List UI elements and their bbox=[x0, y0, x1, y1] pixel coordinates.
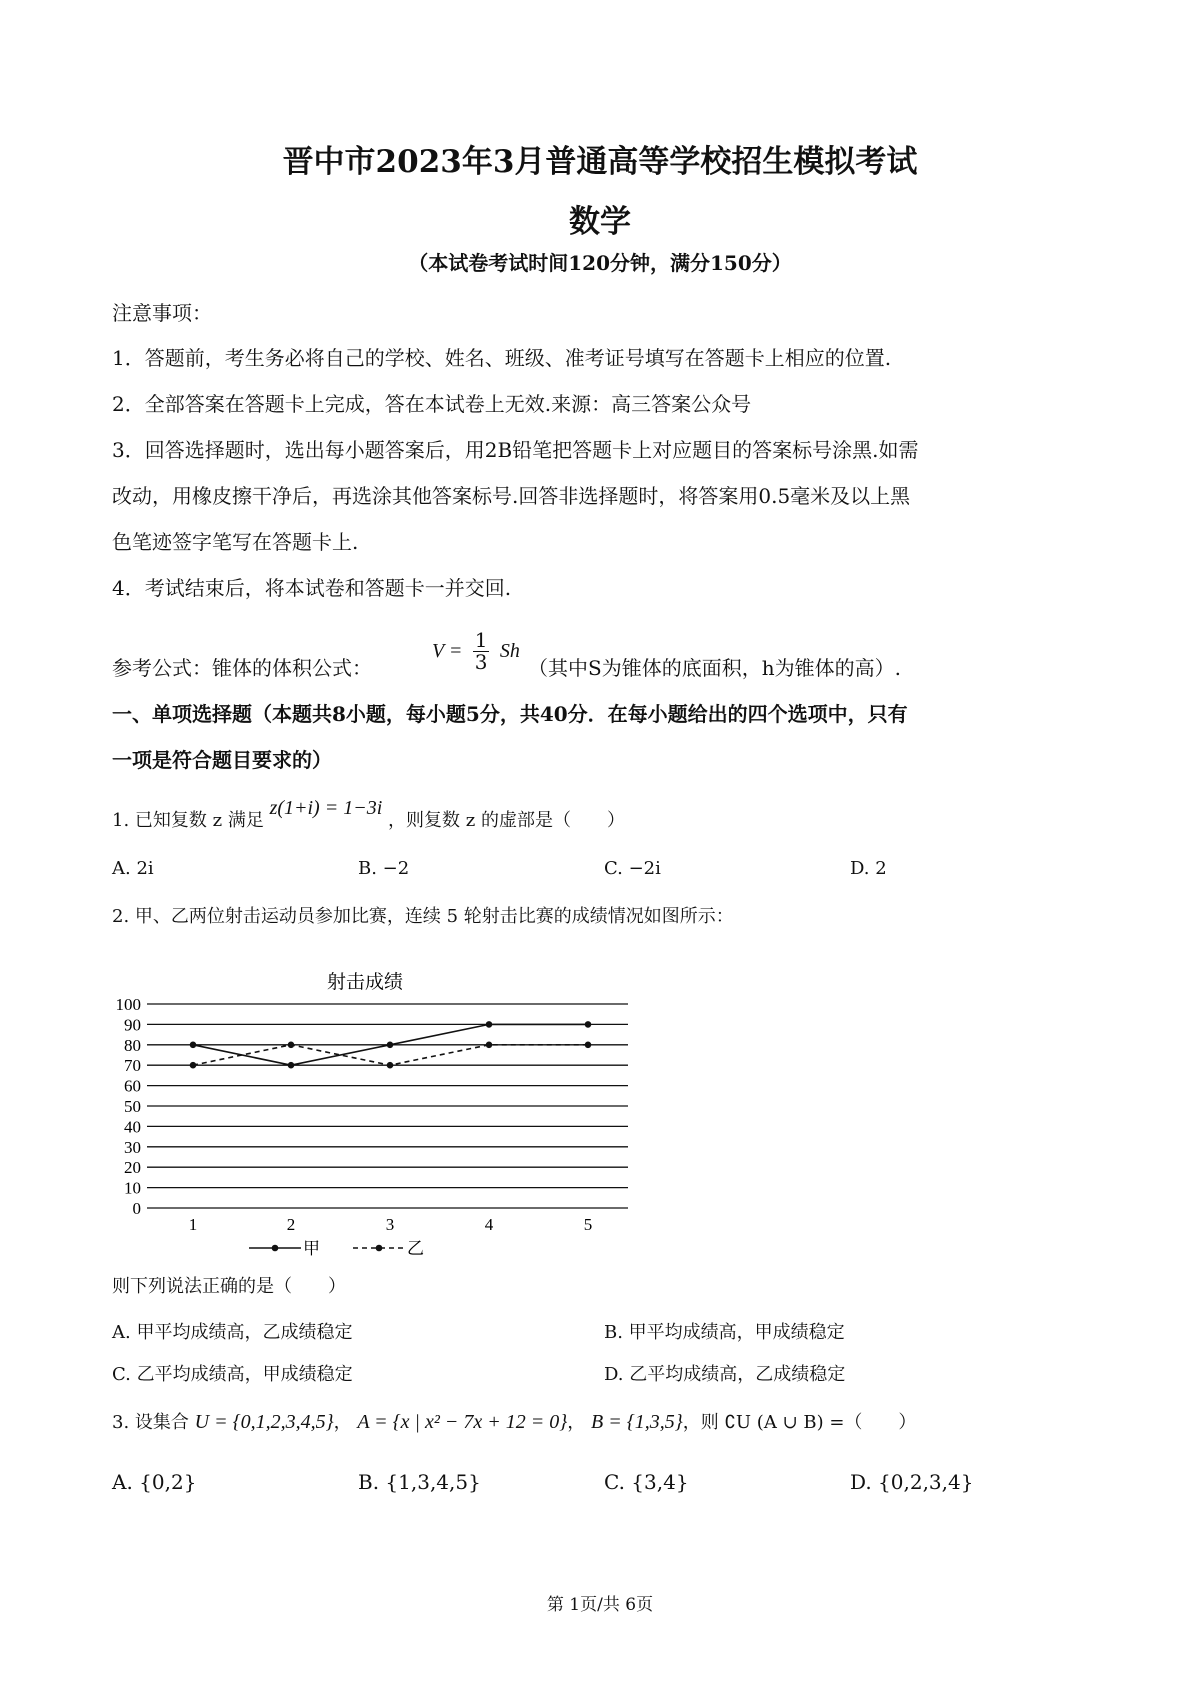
page-footer: 第 1页/共 6页 bbox=[546, 1595, 654, 1615]
notice-item: 1．答题前，考生务必将自己的学校、姓名、班级、准考证号填写在答题卡上相应的位置. bbox=[112, 346, 892, 370]
q1-option-a: A. 2i bbox=[112, 858, 154, 879]
q2-option-a: A. 甲平均成绩高，乙成绩稳定 bbox=[112, 1322, 353, 1343]
q2-option-b: B. 甲平均成绩高，甲成绩稳定 bbox=[604, 1322, 845, 1343]
notice-heading: 注意事项： bbox=[112, 301, 212, 325]
legend-label-甲: 甲 bbox=[303, 1239, 320, 1258]
formula-rhs: Sh bbox=[499, 640, 520, 662]
formula-lhs: V = bbox=[432, 640, 463, 662]
notice-item: 4．考试结束后，将本试卷和答题卡一并交回. bbox=[112, 576, 512, 600]
data-point-甲 bbox=[387, 1042, 394, 1049]
q3-ask: ，则 ∁U (A ∪ B) =（ ） bbox=[682, 1412, 917, 1433]
q3-option-a: A. {0,2} bbox=[112, 1470, 197, 1494]
legend-marker-乙 bbox=[376, 1245, 383, 1252]
q2-prompt: 则下列说法正确的是（ ） bbox=[112, 1276, 346, 1297]
formula-line bbox=[112, 652, 372, 681]
exam-title: 晋中市2023年3月普通高等学校招生模拟考试 bbox=[282, 144, 918, 180]
notice-item: 改动，用橡皮擦干净后，再选涂其他答案标号.回答非选择题时，将答案用0.5毫米及以上黑 bbox=[112, 484, 911, 508]
y-tick-label: 60 bbox=[124, 1076, 141, 1096]
question-3 bbox=[112, 1408, 916, 1434]
section-heading: 一、单项选择题（本题共8小题，每小题5分，共40分．在每小题给出的四个选项中，只有 bbox=[112, 702, 908, 726]
q2-option-d: D. 乙平均成绩高，乙成绩稳定 bbox=[604, 1364, 846, 1385]
data-point-甲 bbox=[288, 1062, 295, 1069]
q3-set-b: B = {1,3,5} bbox=[591, 1411, 683, 1433]
q3-set-a: A = {x | x² − 7x + 12 = 0} bbox=[357, 1411, 568, 1433]
shooting-score-chart bbox=[100, 964, 660, 1264]
q1-option-c: C. −2i bbox=[604, 858, 661, 879]
legend-marker-甲 bbox=[272, 1245, 279, 1252]
q1-option-d: D. 2 bbox=[850, 858, 887, 879]
y-tick-label: 20 bbox=[124, 1158, 141, 1178]
x-tick-label: 3 bbox=[385, 1215, 395, 1234]
cone-volume-formula bbox=[432, 630, 520, 673]
data-point-甲 bbox=[585, 1021, 592, 1028]
notice-item: 2．全部答案在答题卡上完成，答在本试卷上无效.来源：高三答案公众号 bbox=[112, 392, 752, 416]
data-point-乙 bbox=[387, 1062, 394, 1069]
data-point-甲 bbox=[190, 1042, 197, 1049]
x-tick-label: 4 bbox=[484, 1215, 494, 1234]
y-tick-label: 70 bbox=[124, 1056, 141, 1076]
formula-note: （其中S为锥体的底面积，h为锥体的高）. bbox=[528, 656, 901, 680]
q3-option-b: B. {1,3,4,5} bbox=[358, 1470, 481, 1494]
y-tick-label: 40 bbox=[124, 1117, 141, 1137]
q3-sep: ， bbox=[567, 1412, 586, 1433]
y-tick-label: 50 bbox=[124, 1097, 141, 1116]
q3-pre: 3. 设集合 bbox=[112, 1412, 189, 1433]
notice-item: 色笔迹签字笔写在答题卡上. bbox=[112, 530, 359, 554]
formula-denominator: 3 bbox=[474, 650, 488, 674]
data-point-乙 bbox=[585, 1042, 592, 1049]
q2-option-c: C. 乙平均成绩高，甲成绩稳定 bbox=[112, 1364, 353, 1385]
formula-label: 参考公式：锥体的体积公式： bbox=[112, 656, 372, 680]
data-point-乙 bbox=[288, 1042, 295, 1049]
subject-title: 数学 bbox=[569, 204, 631, 240]
x-tick-label: 2 bbox=[286, 1215, 296, 1234]
data-point-乙 bbox=[486, 1042, 493, 1049]
section-heading-cont: 一项是符合题目要求的） bbox=[112, 748, 332, 772]
q3-sep: ， bbox=[333, 1412, 352, 1433]
question-2: 2. 甲、乙两位射击运动员参加比赛，连续 5 轮射击比赛的成绩情况如图所示： bbox=[112, 906, 734, 927]
y-tick-label: 100 bbox=[115, 995, 141, 1014]
question-1 bbox=[112, 797, 625, 832]
exam-info: （本试卷考试时间120分钟，满分150分） bbox=[408, 251, 792, 275]
y-tick-label: 30 bbox=[124, 1137, 141, 1157]
notice-item: 3．回答选择题时，选出每小题答案后，用2B铅笔把答题卡上对应题目的答案标号涂黑.如需 bbox=[112, 438, 919, 462]
chart-title: 射击成绩 bbox=[326, 972, 404, 993]
legend-label-乙: 乙 bbox=[407, 1239, 424, 1258]
x-tick-label: 5 bbox=[583, 1215, 593, 1234]
y-tick-label: 0 bbox=[132, 1199, 141, 1218]
q1-post: ，则复数 z 的虚部是（ ） bbox=[388, 810, 625, 831]
formula-fraction bbox=[473, 630, 490, 673]
y-tick-label: 80 bbox=[124, 1035, 141, 1055]
y-tick-label: 90 bbox=[124, 1015, 141, 1035]
q1-math: z(1+i) = 1−3i bbox=[269, 797, 383, 819]
data-point-甲 bbox=[486, 1021, 493, 1028]
data-point-乙 bbox=[190, 1062, 197, 1069]
formula-numerator: 1 bbox=[474, 628, 488, 652]
y-tick-label: 10 bbox=[124, 1178, 141, 1198]
q1-pre: 1. 已知复数 z 满足 bbox=[112, 810, 264, 831]
x-tick-label: 1 bbox=[188, 1215, 198, 1234]
q3-option-c: C. {3,4} bbox=[604, 1470, 689, 1494]
q1-option-b: B. −2 bbox=[358, 858, 410, 879]
q3-option-d: D. {0,2,3,4} bbox=[850, 1470, 974, 1494]
q3-set-u: U = {0,1,2,3,4,5} bbox=[194, 1411, 334, 1433]
